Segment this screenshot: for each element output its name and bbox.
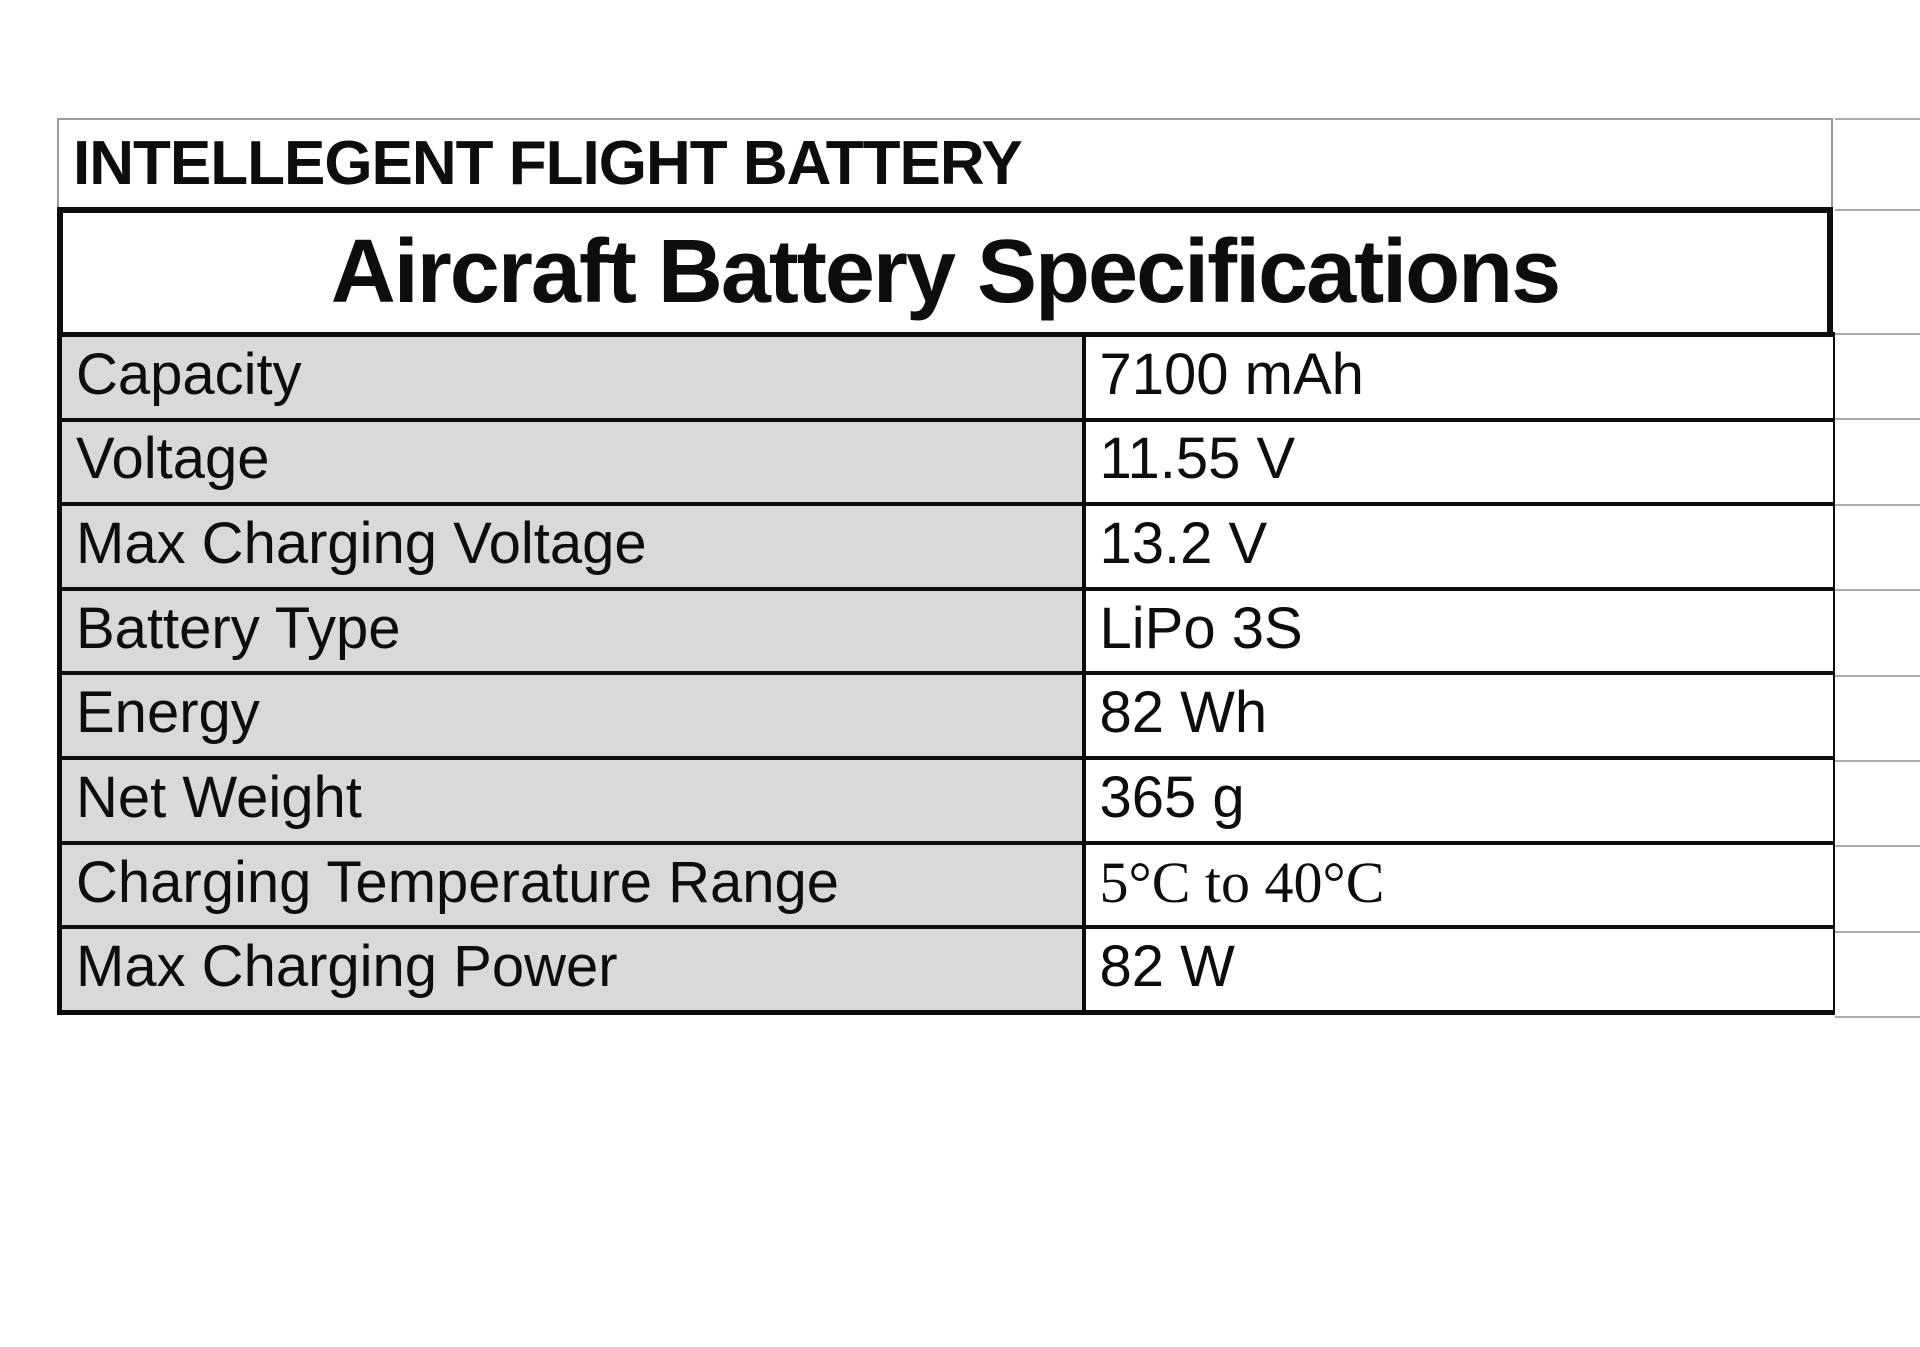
empty-grid-cell bbox=[1835, 120, 1920, 211]
empty-grid-cell bbox=[1835, 847, 1920, 932]
spec-label: Battery Type bbox=[60, 589, 1084, 674]
table-row bbox=[60, 589, 1836, 674]
section-header-text: INTELLEGENT FLIGHT BATTERY bbox=[73, 129, 1022, 198]
battery-spec-table bbox=[57, 332, 1838, 1015]
spec-value: 11.55 V bbox=[1084, 420, 1836, 505]
spec-label: Energy bbox=[60, 673, 1084, 758]
empty-grid-cell bbox=[1835, 211, 1920, 335]
spec-value: 7100 mAh bbox=[1084, 335, 1836, 420]
table-row bbox=[60, 673, 1836, 758]
gridline-strip bbox=[1835, 118, 1920, 1018]
table-row bbox=[60, 758, 1836, 843]
spec-value: 82 W bbox=[1084, 927, 1836, 1012]
table-row bbox=[60, 504, 1836, 589]
spec-label: Net Weight bbox=[60, 758, 1084, 843]
table-row bbox=[60, 927, 1836, 1012]
spec-value: 365 g bbox=[1084, 758, 1836, 843]
empty-grid-cell bbox=[1835, 677, 1920, 762]
spec-value: 13.2 V bbox=[1084, 504, 1836, 589]
empty-grid-cell bbox=[1835, 420, 1920, 505]
spec-value: 82 Wh bbox=[1084, 673, 1836, 758]
table-row bbox=[60, 843, 1836, 928]
table-title-text: Aircraft Battery Specifications bbox=[330, 222, 1560, 322]
table-row bbox=[60, 420, 1836, 505]
table-row bbox=[60, 335, 1836, 420]
spec-label: Capacity bbox=[60, 335, 1084, 420]
empty-grid-cell bbox=[1835, 506, 1920, 591]
empty-grid-cell bbox=[1835, 591, 1920, 676]
empty-grid-cell bbox=[1835, 335, 1920, 420]
section-header-cell bbox=[57, 118, 1833, 207]
spec-label: Max Charging Power bbox=[60, 927, 1084, 1012]
spec-label: Voltage bbox=[60, 420, 1084, 505]
spec-value: LiPo 3S bbox=[1084, 589, 1836, 674]
table-title-cell bbox=[57, 207, 1833, 332]
spec-label: Charging Temperature Range bbox=[60, 843, 1084, 928]
empty-grid-cell bbox=[1835, 762, 1920, 847]
spec-value: 5°C to 40°C bbox=[1084, 843, 1836, 928]
spec-label: Max Charging Voltage bbox=[60, 504, 1084, 589]
empty-grid-cell bbox=[1835, 933, 1920, 1018]
